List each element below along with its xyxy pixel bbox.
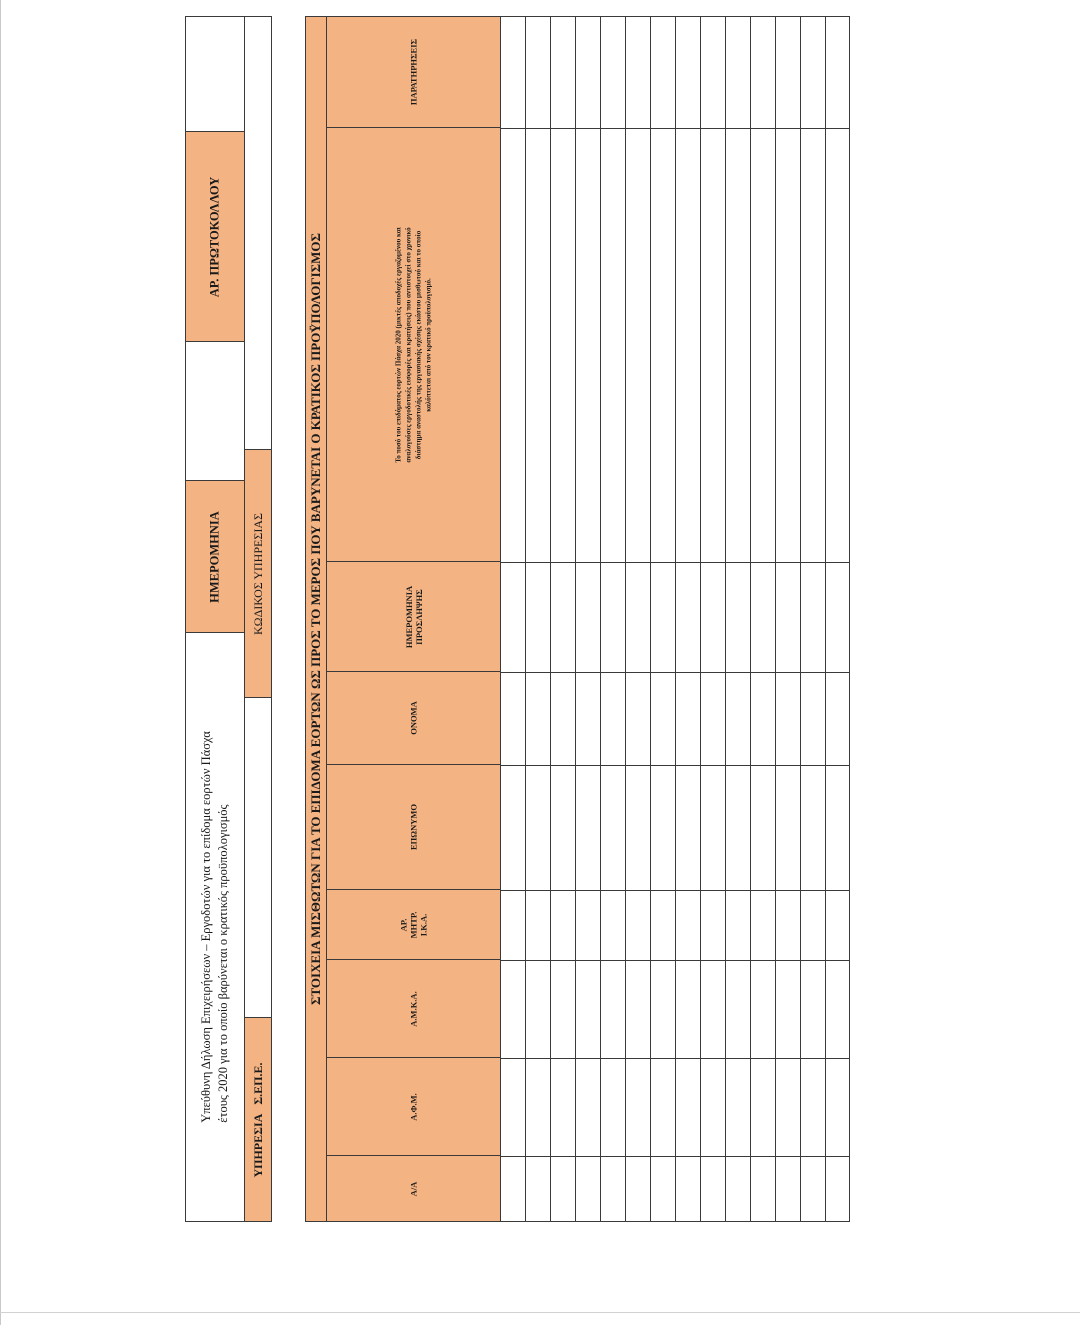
col-header-ar-mitr: [326, 889, 501, 960]
service-value: Σ.ΕΠ.Ε.: [250, 1061, 265, 1105]
col-amount-label: [393, 227, 434, 463]
col-ar-mitr-line-2: ΜΗΤΡ.: [408, 911, 419, 938]
service-label-cell: [244, 1017, 272, 1222]
page-edge-left: [0, 0, 1, 1325]
grid-column-divider: [501, 765, 849, 766]
col-amount-line-1: Το ποσό του επιδόματος εορτών Πάσχα 2020 (μικτές αποδοχές εργαζομένου και: [394, 226, 403, 463]
grid-row-divider: [525, 17, 526, 1221]
table-title: ΣΤΟΙΧΕΙΑ ΜΙΣΘΩΤΩΝ ΓΙΑ ΤΟ ΕΠΙΔΟΜΑ ΕΟΡΤΩΝ ΩΣ ΠΡΟΣ ΤΟ ΜΕΡΟΣ ΠΟΥ ΒΑΡΥΝΕΤΑΙ Ο ΚΡΑΤΙΚΟΣ ΠΡΟΫΠΟΛΟΓΙΣΜΟΣ: [308, 232, 324, 1006]
grid-column-divider: [501, 1156, 849, 1157]
service-blank-field[interactable]: [244, 697, 272, 1018]
grid-row-divider: [775, 17, 776, 1221]
employee-data-grid[interactable]: [500, 16, 850, 1222]
col-hire-date-label: [403, 585, 423, 647]
col-ar-mitr-line-1: ΑΡ.: [398, 918, 409, 931]
col-amount-line-4: καλύπτεται από τον κρατικό προϋπολογισμό.: [424, 277, 433, 412]
col-ar-mitr-label: [398, 911, 429, 938]
protocol-label-cell: [185, 131, 245, 342]
col-header-notes: [326, 16, 501, 128]
col-amka-label: Α.Μ.Κ.Α.: [407, 990, 418, 1027]
col-eponymo-label: ΕΠΩΝΥΜΟ: [407, 804, 418, 850]
grid-column-divider: [501, 562, 849, 563]
declaration-title-line-2: έτους 2020 για το οποίο βαρύνεται ο κρατικός προϋπολογισμός: [216, 804, 230, 1123]
grid-column-divider: [501, 1058, 849, 1059]
grid-row-divider: [825, 17, 826, 1221]
declaration-title-line-1: Υπεύθυνη Δήλωση Επιχειρήσεων – Εργοδοτών για το επίδομα εορτών Πάσχα: [199, 731, 214, 1123]
grid-row-divider: [600, 17, 601, 1221]
grid-row-divider: [575, 17, 576, 1221]
col-hire-date-line-1: ΗΜΕΡΟΜΗΝΙΑ: [403, 585, 414, 648]
grid-column-divider: [501, 672, 849, 673]
col-header-onoma: [326, 671, 501, 765]
grid-row-divider: [625, 17, 626, 1221]
declaration-title-cell: [185, 632, 245, 1222]
declaration-title: [198, 731, 232, 1123]
date-label: ΗΜΕΡΟΜΗΝΙΑ: [207, 510, 222, 603]
date-value-field[interactable]: [185, 341, 245, 481]
col-ar-mitr-line-3: Ι.Κ.Α.: [418, 913, 429, 936]
col-header-hire-date: [326, 561, 501, 672]
col-onoma-label: ΟΝΟΜΑ: [407, 701, 418, 735]
col-header-amount: [326, 127, 501, 562]
table-title-cell: [305, 16, 327, 1222]
grid-row-divider: [675, 17, 676, 1221]
col-header-afm: [326, 1057, 501, 1156]
col-header-eponymo: [326, 764, 501, 890]
col-aa-label: Α/Α: [407, 1181, 418, 1196]
grid-column-divider: [501, 890, 849, 891]
grid-row-divider: [725, 17, 726, 1221]
col-afm-label: Α.Φ.Μ.: [407, 1092, 418, 1121]
service-label-text: ΥΠΗΡΕΣΙΑ: [250, 1113, 265, 1178]
grid-column-divider: [501, 960, 849, 961]
col-header-aa: [326, 1155, 501, 1222]
grid-row-divider: [800, 17, 801, 1221]
grid-row-divider: [550, 17, 551, 1221]
service-code-field[interactable]: [244, 16, 272, 450]
col-amount-line-3: διάστημα αναστολής της εργασιακής σχέσης εκάστου μισθωτού και το οποίο: [414, 230, 423, 459]
date-label-cell: [185, 480, 245, 633]
col-amount-line-2: αναλογούσες εργοδοτικές εισφορές και κρατήσεις) που αντιστοιχεί στο χρονικό: [404, 226, 413, 463]
grid-column-divider: [501, 128, 849, 129]
protocol-label: ΑΡ. ΠΡΩΤΟΚΟΛΛΟΥ: [207, 176, 222, 297]
service-code-label-cell: [244, 449, 272, 698]
protocol-value-field[interactable]: [185, 16, 245, 132]
page-edge-bottom: [0, 1312, 1080, 1313]
col-notes-label: ΠΑΡΑΤΗΡΗΣΕΙΣ: [407, 38, 418, 106]
grid-row-divider: [750, 17, 751, 1221]
col-hire-date-line-2: ΠΡΟΣΛΗΨΗΣ: [413, 588, 424, 645]
service-label: [250, 1062, 266, 1177]
grid-row-divider: [650, 17, 651, 1221]
grid-row-divider: [700, 17, 701, 1221]
col-header-amka: [326, 959, 501, 1058]
service-code-label: ΚΩΔΙΚΟΣ ΥΠΗΡΕΣΙΑΣ: [250, 512, 265, 635]
